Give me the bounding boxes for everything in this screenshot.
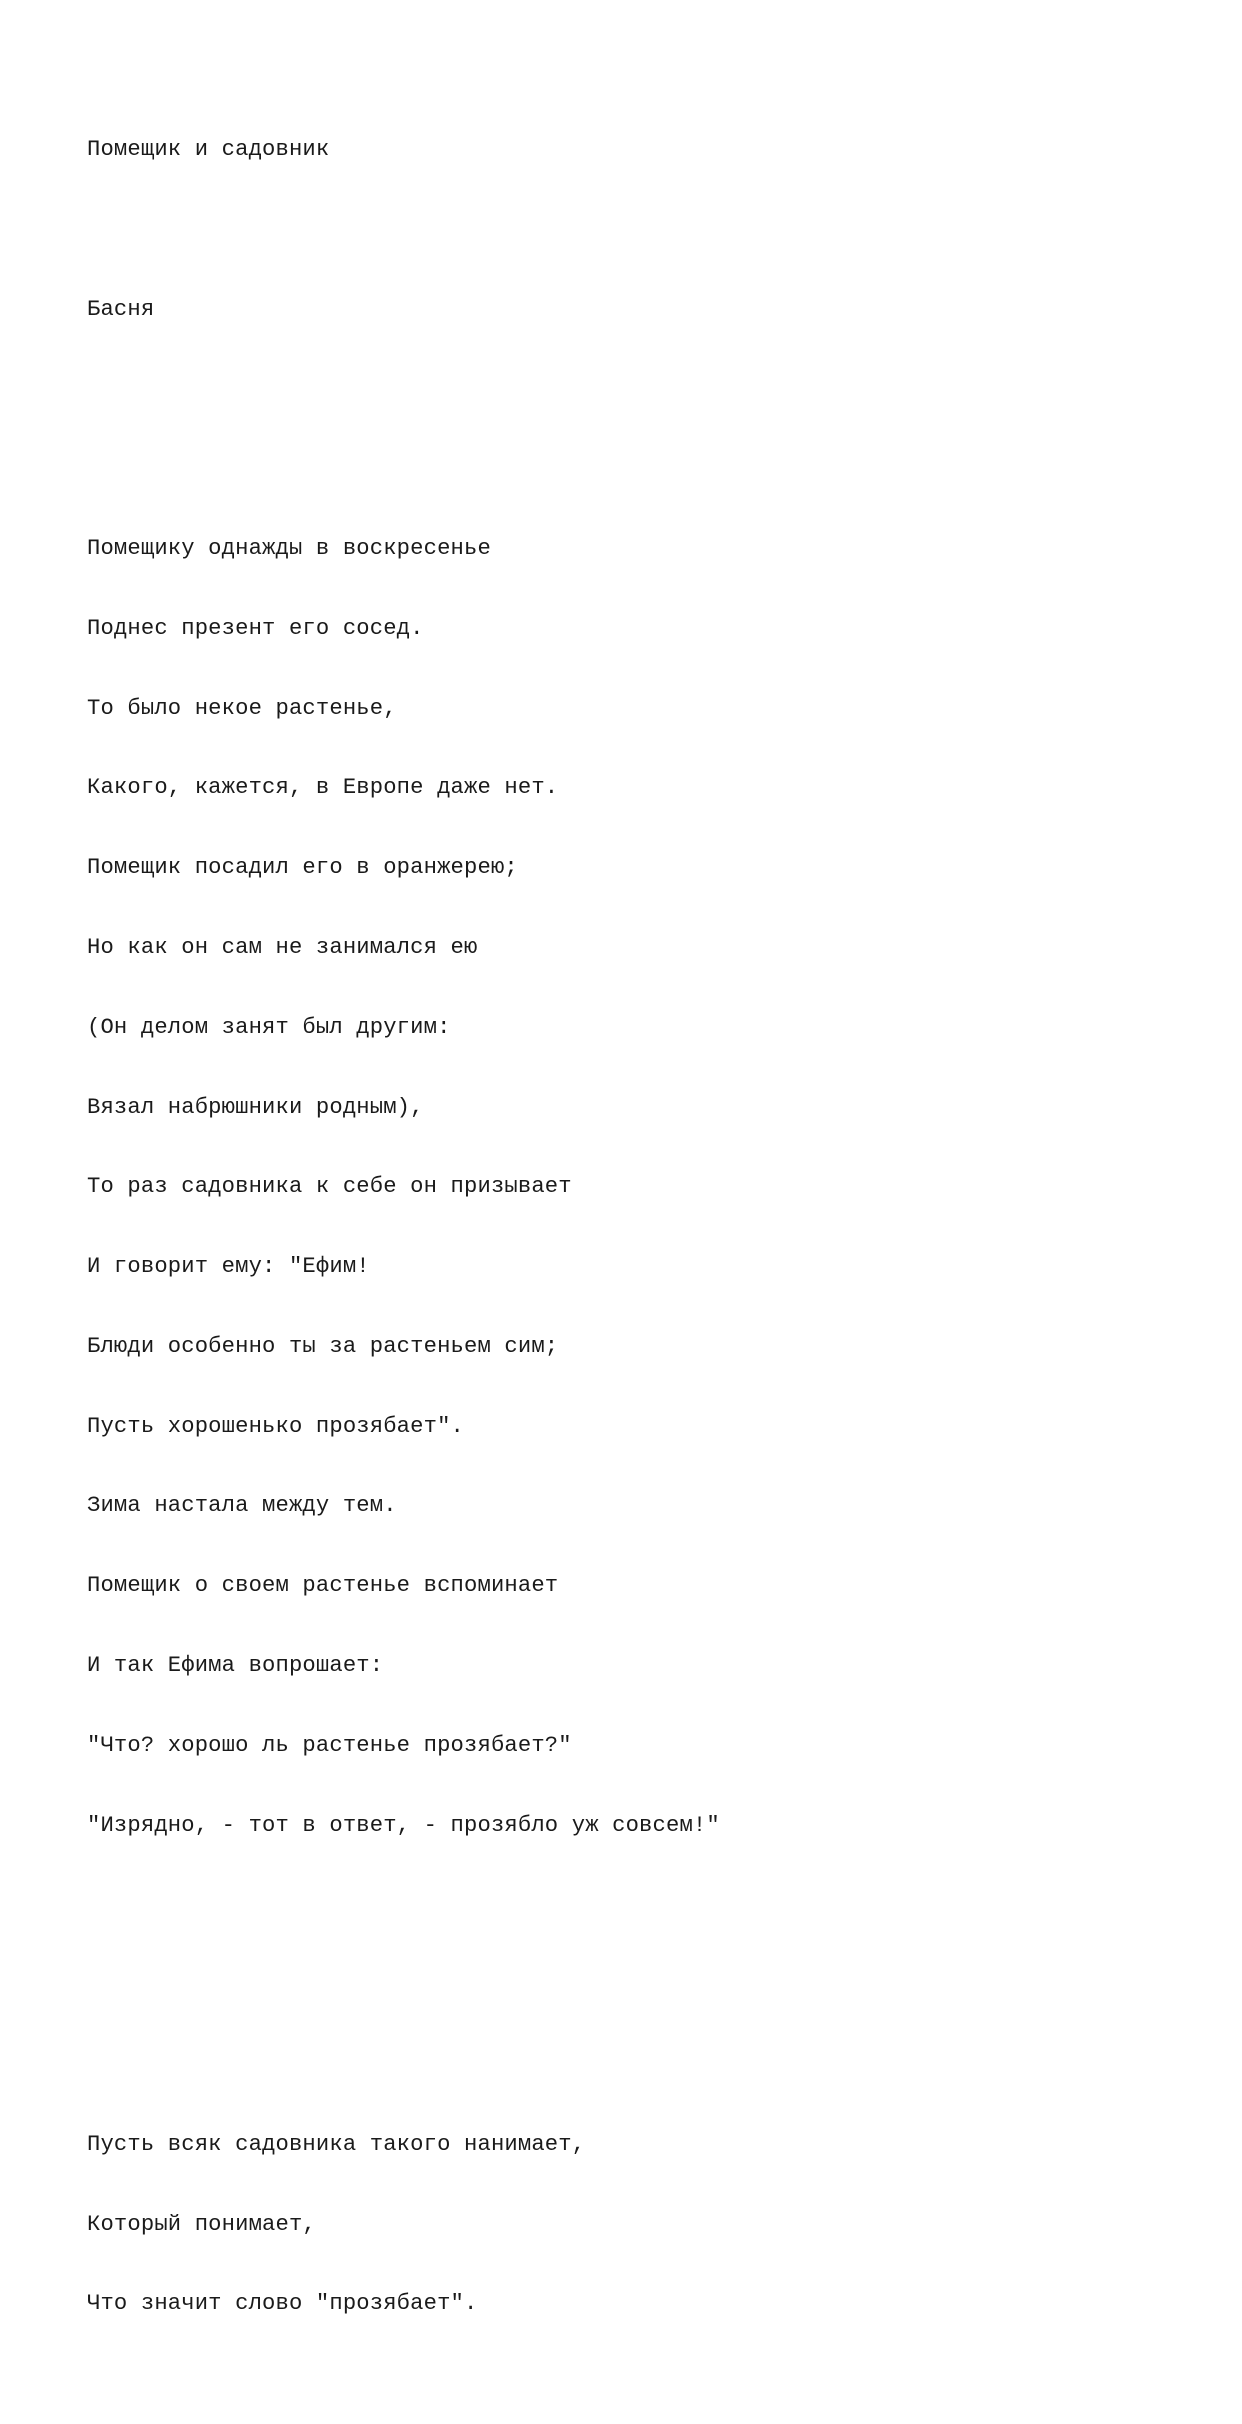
verse-line: Который понимает, — [87, 2211, 316, 2237]
verse-line: Но как он сам не занимался ею — [87, 935, 478, 960]
verse-line: И так Ефима вопрошает: — [87, 1653, 384, 1679]
stanza-1 — [87, 483, 720, 1892]
verse-line: (Он делом занят был другим: — [87, 1014, 451, 1040]
verse-line: Помещик посадил его в оранжерею; — [87, 855, 518, 881]
verse-line: Зима настала между тем. — [87, 1493, 397, 1519]
verse-line: Пусть всяк садовника такого нанимает, — [87, 2131, 586, 2157]
verse-line: То было некое растенье, — [87, 695, 397, 721]
verse-line: "Изрядно, - тот в ответ, - прозябло уж совсем!" — [87, 1812, 720, 1838]
verse-line: То раз садовника к себе он призывает — [87, 1174, 572, 1200]
stanza-2 — [87, 2079, 720, 2372]
document-title: Помещик и садовник — [87, 137, 330, 163]
verse-line: Помещику однажды в воскресенье — [87, 536, 491, 562]
verse-line: Помещик о своем растенье вспоминает — [87, 1573, 559, 1599]
verse-line: Блюди особенно ты за растеньем сим; — [87, 1333, 559, 1359]
verse-line: "Что? хорошо ль растенье прозябает?" — [87, 1732, 572, 1758]
blank-line — [87, 217, 720, 244]
document-subtitle: Басня — [87, 296, 155, 322]
verse-line: Поднес презент его сосед. — [87, 615, 424, 641]
blank-line — [87, 377, 720, 404]
verse-line: Какого, кажется, в Европе даже нет. — [87, 775, 559, 801]
verse-line: Что значит слово "прозябает". — [87, 2291, 478, 2317]
blank-line — [87, 1972, 720, 1999]
verse-line: Вязал набрюшники родным), — [87, 1094, 424, 1120]
document-text — [87, 84, 720, 2424]
verse-line: И говорит ему: "Ефим! — [87, 1254, 370, 1280]
verse-line: Пусть хорошенько прозябает". — [87, 1413, 465, 1439]
